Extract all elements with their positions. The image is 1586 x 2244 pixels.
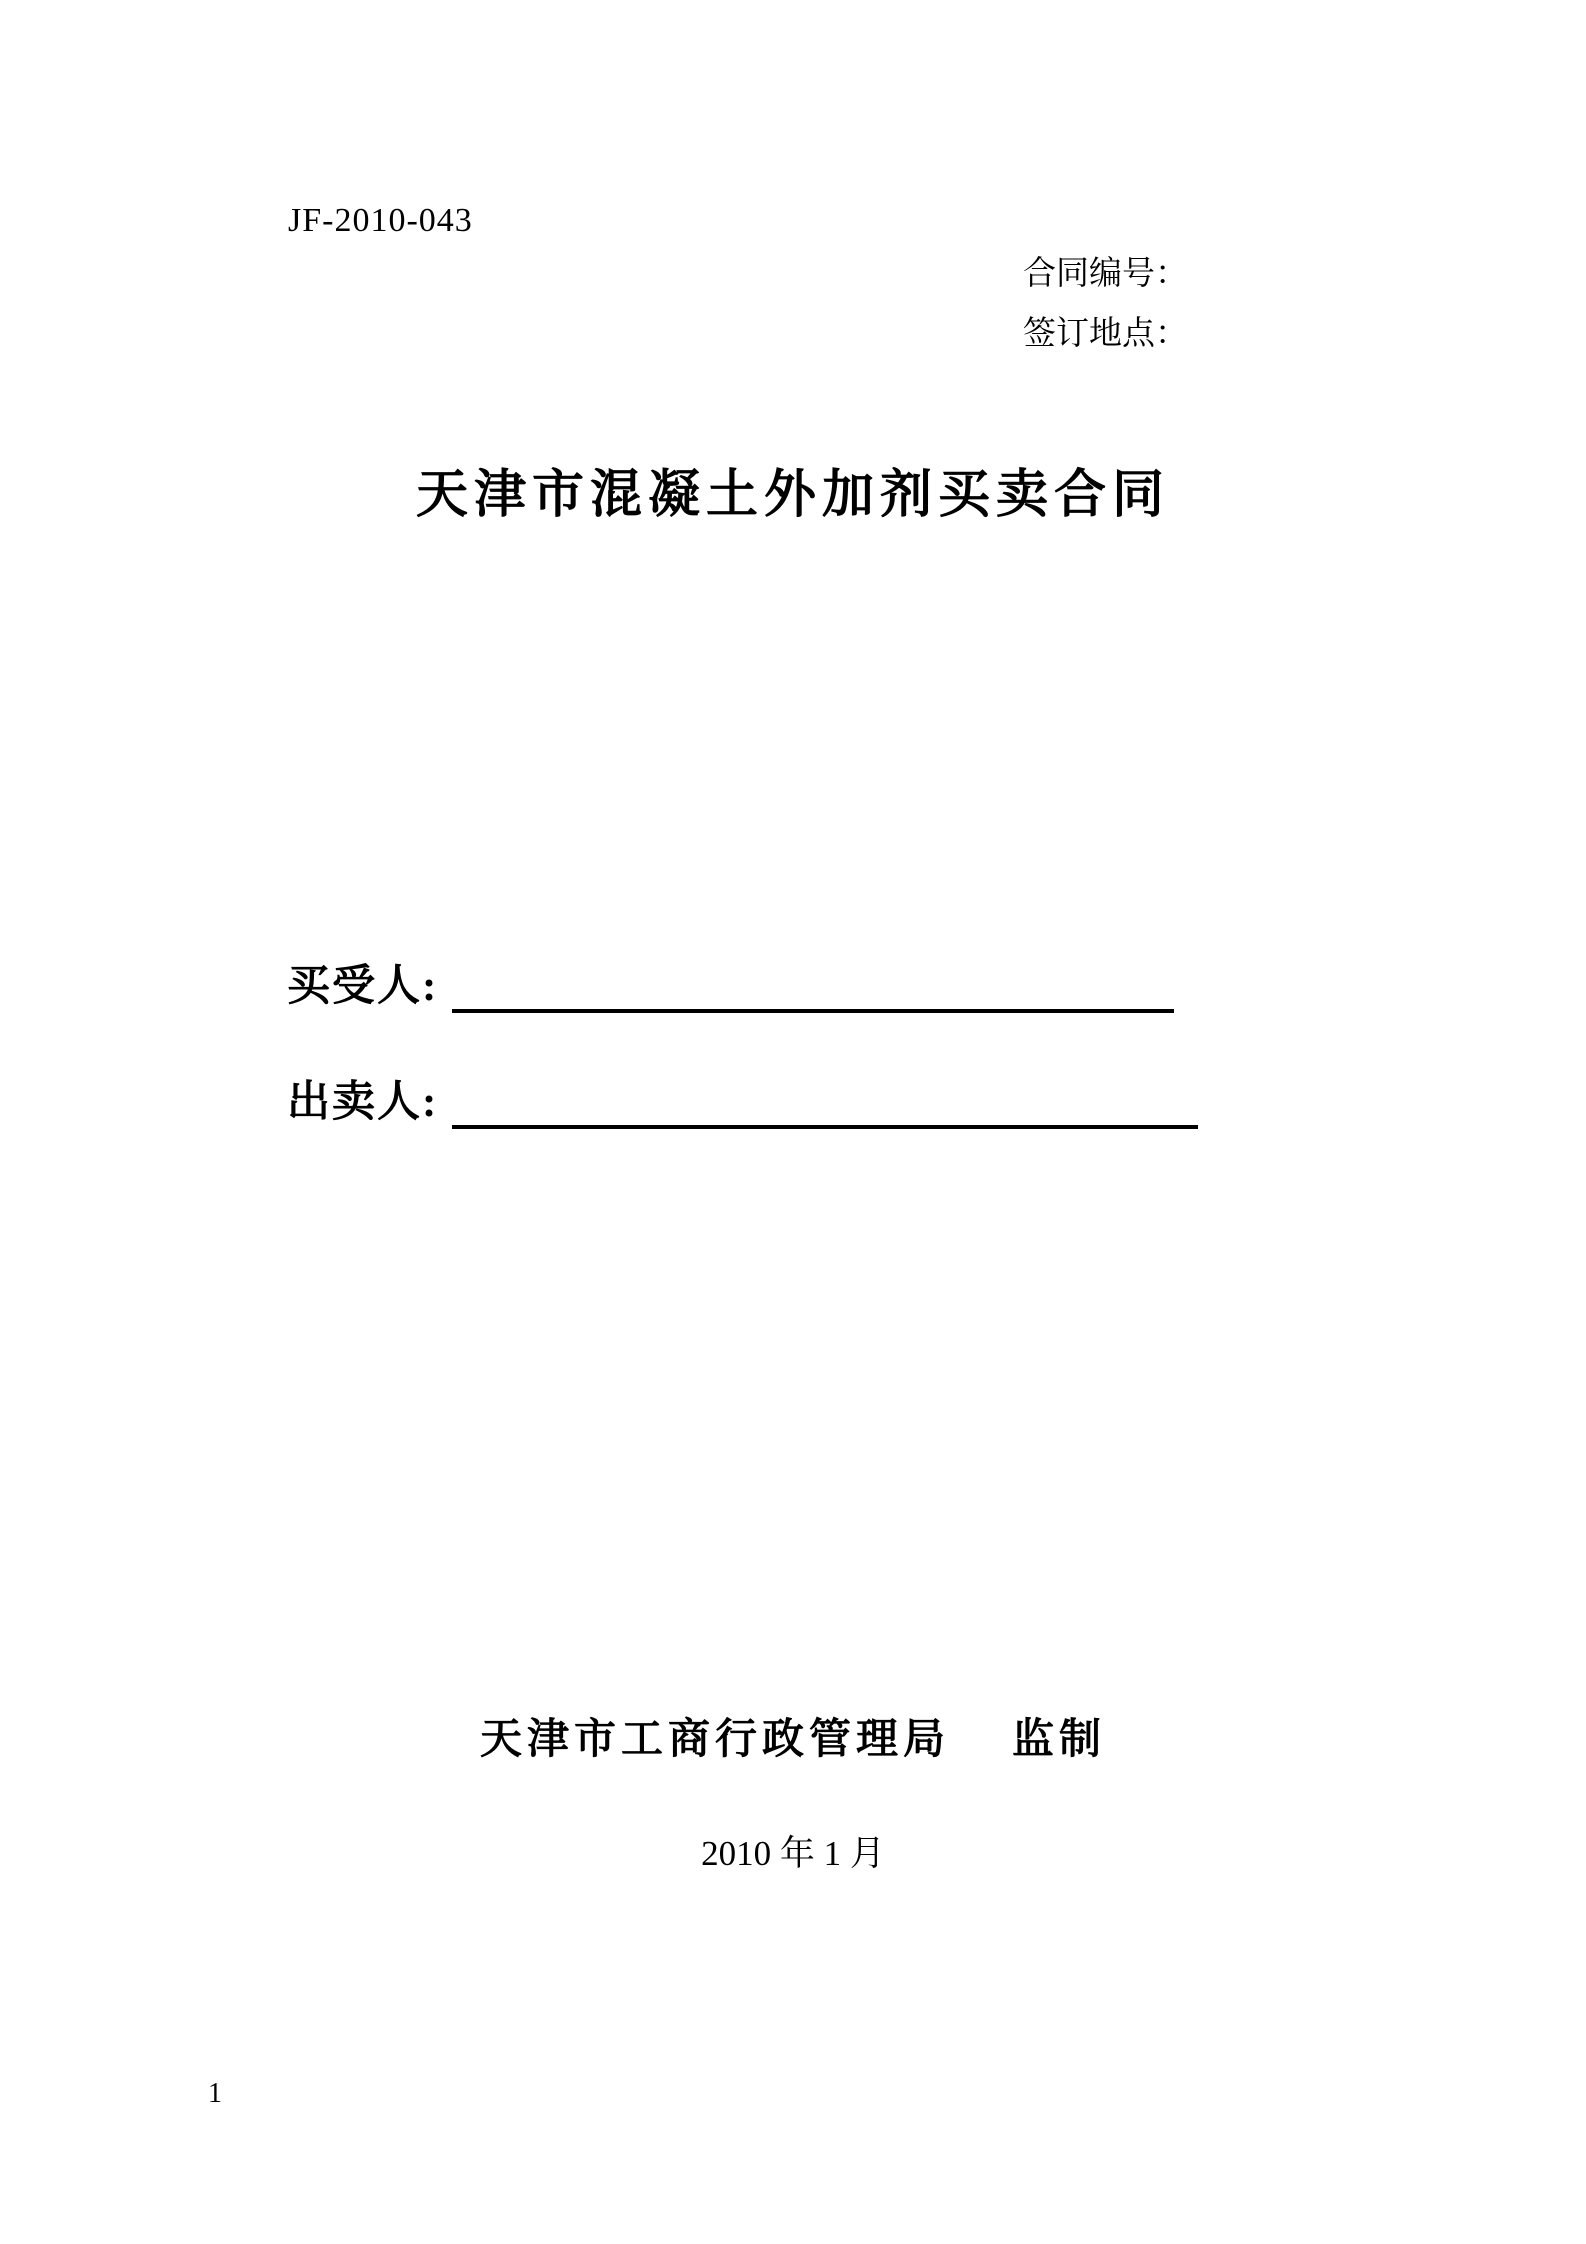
publisher-organization: 天津市工商行政管理局 <box>479 1717 950 1763</box>
page-number: 1 <box>208 2078 222 2109</box>
buyer-fill-line <box>452 967 1174 1013</box>
seller-fill-line <box>452 1083 1198 1129</box>
issue-date: 2010 年 1 月 <box>701 1834 885 1873</box>
signing-location-label: 签订地点： <box>1023 316 1188 352</box>
seller-row <box>287 1068 1198 1129</box>
publisher-line <box>0 1706 1586 1766</box>
publisher-action: 监制 <box>1012 1717 1107 1763</box>
document-code: JF-2010-043 <box>288 202 473 239</box>
document-title: 天津市混凝土外加剂买卖合同 <box>415 467 1170 524</box>
buyer-label: 买受人: <box>287 963 439 1010</box>
contract-number-label: 合同编号： <box>1023 256 1188 292</box>
seller-label: 出卖人: <box>287 1079 439 1126</box>
meta-block <box>1023 258 1188 378</box>
buyer-row <box>287 952 1174 1013</box>
